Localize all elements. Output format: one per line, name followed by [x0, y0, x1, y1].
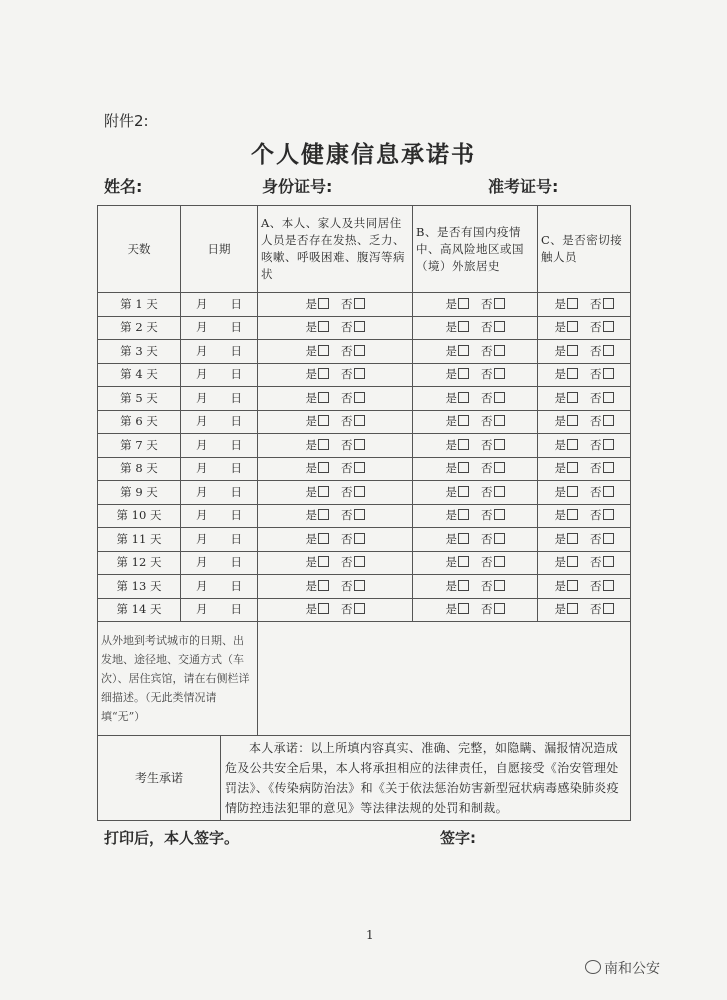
yes-checkbox[interactable]: [318, 603, 329, 614]
day-cell: 第 12 天: [98, 551, 181, 575]
answer-c: [538, 316, 631, 340]
yes-label: 是: [554, 508, 566, 523]
watermark: 南和公安: [604, 961, 660, 977]
no-checkbox[interactable]: [354, 298, 365, 309]
answer-b: [413, 481, 538, 505]
no-checkbox[interactable]: [494, 321, 505, 332]
no-label: 否: [481, 414, 493, 429]
no-checkbox[interactable]: [494, 556, 505, 567]
no-checkbox[interactable]: [354, 509, 365, 520]
yes-label: 是: [445, 508, 457, 523]
answer-a: [258, 363, 413, 387]
yes-label: 是: [445, 531, 457, 546]
date-cell: 月 日: [181, 528, 258, 552]
attachment-label: 附件2:: [104, 112, 149, 130]
yes-checkbox[interactable]: [318, 298, 329, 309]
yes-checkbox[interactable]: [567, 345, 578, 356]
no-checkbox[interactable]: [494, 439, 505, 450]
no-checkbox[interactable]: [603, 556, 614, 567]
yes-checkbox[interactable]: [458, 345, 469, 356]
no-checkbox[interactable]: [603, 321, 614, 332]
header-b: B、是否有国内疫情中、高风险地区或国（境）外旅居史: [413, 206, 538, 293]
no-label: 否: [481, 602, 493, 617]
answer-c: [538, 457, 631, 481]
header-days: 天数: [98, 206, 181, 293]
no-checkbox[interactable]: [603, 345, 614, 356]
yes-checkbox[interactable]: [318, 533, 329, 544]
no-label: 否: [590, 508, 602, 523]
date-cell: 月 日: [181, 551, 258, 575]
travel-row: [98, 622, 631, 736]
no-label: 否: [341, 437, 353, 452]
no-checkbox[interactable]: [603, 509, 614, 520]
day-cell: 第 6 天: [98, 410, 181, 434]
no-checkbox[interactable]: [354, 439, 365, 450]
yes-label: 是: [305, 484, 317, 499]
pledge-label: 考生承诺: [98, 736, 221, 820]
no-label: 否: [590, 531, 602, 546]
answer-a: [258, 410, 413, 434]
no-label: 否: [590, 578, 602, 593]
no-checkbox[interactable]: [494, 533, 505, 544]
yes-checkbox[interactable]: [318, 439, 329, 450]
answer-b: [413, 410, 538, 434]
yes-checkbox[interactable]: [458, 415, 469, 426]
yes-checkbox[interactable]: [318, 321, 329, 332]
yes-label: 是: [445, 320, 457, 335]
yes-label: 是: [445, 390, 457, 405]
no-label: 否: [590, 296, 602, 311]
no-checkbox[interactable]: [603, 392, 614, 403]
yes-checkbox[interactable]: [458, 603, 469, 614]
yes-label: 是: [305, 461, 317, 476]
date-cell: 月 日: [181, 457, 258, 481]
no-checkbox[interactable]: [354, 368, 365, 379]
yes-label: 是: [305, 367, 317, 382]
date-cell: 月 日: [181, 504, 258, 528]
yes-label: 是: [554, 343, 566, 358]
no-label: 否: [341, 484, 353, 499]
no-checkbox[interactable]: [354, 345, 365, 356]
day-cell: 第 11 天: [98, 528, 181, 552]
yes-label: 是: [445, 602, 457, 617]
answer-b: [413, 293, 538, 317]
no-label: 否: [341, 461, 353, 476]
yes-checkbox[interactable]: [567, 509, 578, 520]
no-checkbox[interactable]: [354, 392, 365, 403]
no-checkbox[interactable]: [494, 486, 505, 497]
yes-checkbox[interactable]: [458, 556, 469, 567]
yes-checkbox[interactable]: [567, 321, 578, 332]
no-checkbox[interactable]: [603, 368, 614, 379]
answer-c: [538, 481, 631, 505]
yes-checkbox[interactable]: [567, 439, 578, 450]
no-checkbox[interactable]: [354, 533, 365, 544]
no-checkbox[interactable]: [354, 321, 365, 332]
day-cell: 第 5 天: [98, 387, 181, 411]
no-checkbox[interactable]: [354, 580, 365, 591]
date-cell: 月 日: [181, 387, 258, 411]
no-label: 否: [481, 555, 493, 570]
no-label: 否: [481, 461, 493, 476]
yes-checkbox[interactable]: [567, 533, 578, 544]
no-checkbox[interactable]: [603, 533, 614, 544]
answer-b: [413, 387, 538, 411]
answer-c: [538, 410, 631, 434]
no-checkbox[interactable]: [494, 298, 505, 309]
table-row: [98, 340, 631, 364]
no-checkbox[interactable]: [603, 415, 614, 426]
form-body: [97, 205, 630, 853]
day-cell: 第 2 天: [98, 316, 181, 340]
yes-label: 是: [554, 390, 566, 405]
date-cell: 月 日: [181, 434, 258, 458]
page-number: 1: [366, 928, 374, 942]
no-label: 否: [341, 320, 353, 335]
no-label: 否: [481, 390, 493, 405]
yes-checkbox[interactable]: [318, 392, 329, 403]
yes-label: 是: [305, 555, 317, 570]
answer-a: [258, 481, 413, 505]
answer-a: [258, 575, 413, 599]
answer-b: [413, 363, 538, 387]
yes-checkbox[interactable]: [458, 509, 469, 520]
no-label: 否: [481, 437, 493, 452]
no-label: 否: [590, 343, 602, 358]
yes-label: 是: [445, 296, 457, 311]
yes-checkbox[interactable]: [318, 462, 329, 473]
no-label: 否: [590, 390, 602, 405]
no-label: 否: [590, 484, 602, 499]
no-label: 否: [481, 508, 493, 523]
answer-a: [258, 528, 413, 552]
yes-label: 是: [554, 296, 566, 311]
print-sign-instruction: 打印后，本人签字。: [104, 829, 240, 847]
no-label: 否: [481, 367, 493, 382]
page-title: 个人健康信息承诺书: [251, 141, 476, 168]
table-row: [98, 363, 631, 387]
date-cell: 月 日: [181, 481, 258, 505]
yes-label: 是: [305, 414, 317, 429]
yes-label: 是: [445, 484, 457, 499]
no-checkbox[interactable]: [603, 580, 614, 591]
answer-c: [538, 293, 631, 317]
yes-checkbox[interactable]: [458, 486, 469, 497]
yes-checkbox[interactable]: [318, 368, 329, 379]
no-checkbox[interactable]: [494, 392, 505, 403]
no-checkbox[interactable]: [494, 603, 505, 614]
id-field: 身份证号:: [262, 177, 333, 196]
header-a: A、本人、家人及共同居住人员是否存在发热、乏力、咳嗽、呼吸困难、腹泻等病状: [258, 206, 413, 293]
yes-label: 是: [445, 461, 457, 476]
answer-a: [258, 551, 413, 575]
yes-checkbox[interactable]: [567, 415, 578, 426]
yes-label: 是: [305, 602, 317, 617]
day-cell: 第 14 天: [98, 598, 181, 622]
signature-field: 签字:: [440, 829, 476, 847]
date-cell: 月 日: [181, 598, 258, 622]
answer-c: [538, 551, 631, 575]
no-label: 否: [341, 414, 353, 429]
header-c: C、是否密切接触人员: [538, 206, 631, 293]
no-checkbox[interactable]: [494, 415, 505, 426]
yes-checkbox[interactable]: [567, 392, 578, 403]
day-cell: 第 10 天: [98, 504, 181, 528]
signature-line: [97, 827, 630, 853]
answer-c: [538, 363, 631, 387]
no-label: 否: [590, 320, 602, 335]
no-label: 否: [481, 343, 493, 358]
yes-label: 是: [445, 578, 457, 593]
day-cell: 第 3 天: [98, 340, 181, 364]
yes-label: 是: [445, 343, 457, 358]
yes-checkbox[interactable]: [318, 415, 329, 426]
yes-checkbox[interactable]: [458, 321, 469, 332]
table-row: [98, 387, 631, 411]
answer-c: [538, 340, 631, 364]
yes-label: 是: [445, 555, 457, 570]
pledge-text: 本人承诺：以上所填内容真实、准确、完整，如隐瞒、漏报情况造成危及公共安全后果，本人将承担相应的法律责任，自愿接受《治安管理处罚法》、《传染病防治法》和《关于依法惩治妨害新型冠状病毒感染肺炎疫情防控违法犯罪的意见》等法律法规的处罚和制裁。: [225, 741, 619, 815]
no-label: 否: [341, 367, 353, 382]
yes-checkbox[interactable]: [458, 533, 469, 544]
yes-checkbox[interactable]: [567, 486, 578, 497]
yes-label: 是: [445, 367, 457, 382]
date-cell: 月 日: [181, 363, 258, 387]
answer-c: [538, 598, 631, 622]
date-cell: 月 日: [181, 410, 258, 434]
no-checkbox[interactable]: [354, 415, 365, 426]
no-label: 否: [341, 531, 353, 546]
pledge-row: [98, 736, 631, 821]
no-label: 否: [341, 390, 353, 405]
yes-label: 是: [554, 578, 566, 593]
travel-input[interactable]: [258, 622, 631, 736]
yes-label: 是: [554, 320, 566, 335]
yes-label: 是: [554, 461, 566, 476]
no-label: 否: [481, 531, 493, 546]
yes-label: 是: [305, 343, 317, 358]
table-row: [98, 528, 631, 552]
no-label: 否: [590, 437, 602, 452]
answer-c: [538, 387, 631, 411]
no-label: 否: [481, 578, 493, 593]
no-label: 否: [481, 320, 493, 335]
answer-a: [258, 504, 413, 528]
answer-c: [538, 575, 631, 599]
answer-a: [258, 316, 413, 340]
day-cell: 第 4 天: [98, 363, 181, 387]
no-checkbox[interactable]: [354, 603, 365, 614]
yes-label: 是: [554, 484, 566, 499]
yes-label: 是: [305, 531, 317, 546]
yes-checkbox[interactable]: [318, 556, 329, 567]
health-table: [97, 205, 631, 821]
table-row: [98, 575, 631, 599]
table-row: [98, 316, 631, 340]
no-checkbox[interactable]: [354, 462, 365, 473]
answer-b: [413, 457, 538, 481]
yes-checkbox[interactable]: [458, 580, 469, 591]
yes-label: 是: [554, 531, 566, 546]
yes-checkbox[interactable]: [318, 345, 329, 356]
day-cell: 第 1 天: [98, 293, 181, 317]
yes-label: 是: [305, 578, 317, 593]
no-checkbox[interactable]: [603, 298, 614, 309]
no-checkbox[interactable]: [494, 345, 505, 356]
yes-checkbox[interactable]: [567, 462, 578, 473]
answer-b: [413, 434, 538, 458]
answer-b: [413, 575, 538, 599]
answer-b: [413, 340, 538, 364]
table-row: [98, 434, 631, 458]
yes-label: 是: [554, 437, 566, 452]
no-label: 否: [341, 578, 353, 593]
no-checkbox[interactable]: [603, 462, 614, 473]
yes-checkbox[interactable]: [567, 603, 578, 614]
day-cell: 第 8 天: [98, 457, 181, 481]
table-row: [98, 481, 631, 505]
day-cell: 第 9 天: [98, 481, 181, 505]
no-label: 否: [481, 484, 493, 499]
no-checkbox[interactable]: [603, 603, 614, 614]
no-label: 否: [481, 296, 493, 311]
no-label: 否: [341, 343, 353, 358]
no-label: 否: [590, 602, 602, 617]
yes-checkbox[interactable]: [318, 580, 329, 591]
yes-checkbox[interactable]: [458, 368, 469, 379]
answer-b: [413, 598, 538, 622]
name-field: 姓名:: [104, 177, 143, 196]
wechat-icon: [585, 960, 601, 974]
no-checkbox[interactable]: [494, 462, 505, 473]
yes-checkbox[interactable]: [567, 298, 578, 309]
table-row: [98, 410, 631, 434]
yes-checkbox[interactable]: [318, 486, 329, 497]
no-label: 否: [341, 555, 353, 570]
date-cell: 月 日: [181, 293, 258, 317]
exam-number-field: 准考证号:: [488, 177, 559, 196]
no-label: 否: [590, 555, 602, 570]
yes-label: 是: [305, 390, 317, 405]
no-label: 否: [590, 414, 602, 429]
yes-checkbox[interactable]: [318, 509, 329, 520]
yes-checkbox[interactable]: [458, 439, 469, 450]
answer-a: [258, 387, 413, 411]
day-cell: 第 13 天: [98, 575, 181, 599]
yes-label: 是: [445, 414, 457, 429]
yes-checkbox[interactable]: [458, 462, 469, 473]
answer-a: [258, 457, 413, 481]
travel-label: 从外地到考试城市的日期、出发地、途径地、交通方式（车次）、居住宾馆，请在右侧栏详细描述。（无此类情况请填“无”）: [98, 622, 258, 736]
yes-label: 是: [554, 602, 566, 617]
no-checkbox[interactable]: [603, 486, 614, 497]
no-checkbox[interactable]: [494, 580, 505, 591]
table-row: [98, 293, 631, 317]
yes-label: 是: [445, 437, 457, 452]
yes-label: 是: [554, 414, 566, 429]
no-checkbox[interactable]: [354, 556, 365, 567]
answer-b: [413, 316, 538, 340]
yes-label: 是: [305, 508, 317, 523]
table-row: [98, 504, 631, 528]
date-cell: 月 日: [181, 316, 258, 340]
yes-checkbox[interactable]: [458, 392, 469, 403]
table-row: [98, 551, 631, 575]
date-cell: 月 日: [181, 340, 258, 364]
answer-b: [413, 551, 538, 575]
no-label: 否: [341, 296, 353, 311]
no-label: 否: [590, 461, 602, 476]
answer-a: [258, 340, 413, 364]
table-row: [98, 598, 631, 622]
yes-label: 是: [305, 296, 317, 311]
answer-b: [413, 504, 538, 528]
answer-a: [258, 434, 413, 458]
answer-c: [538, 504, 631, 528]
no-checkbox[interactable]: [603, 439, 614, 450]
no-checkbox[interactable]: [494, 509, 505, 520]
yes-checkbox[interactable]: [567, 556, 578, 567]
day-cell: 第 7 天: [98, 434, 181, 458]
header-date: 日期: [181, 206, 258, 293]
answer-a: [258, 598, 413, 622]
yes-label: 是: [305, 437, 317, 452]
yes-label: 是: [305, 320, 317, 335]
answer-a: [258, 293, 413, 317]
answer-c: [538, 434, 631, 458]
yes-label: 是: [554, 367, 566, 382]
no-label: 否: [341, 508, 353, 523]
table-row: [98, 457, 631, 481]
answer-b: [413, 528, 538, 552]
no-checkbox[interactable]: [494, 368, 505, 379]
table-header-row: [98, 206, 631, 293]
yes-checkbox[interactable]: [567, 580, 578, 591]
no-label: 否: [590, 367, 602, 382]
yes-label: 是: [554, 555, 566, 570]
date-cell: 月 日: [181, 575, 258, 599]
no-label: 否: [341, 602, 353, 617]
yes-checkbox[interactable]: [458, 298, 469, 309]
answer-c: [538, 528, 631, 552]
no-checkbox[interactable]: [354, 486, 365, 497]
yes-checkbox[interactable]: [567, 368, 578, 379]
